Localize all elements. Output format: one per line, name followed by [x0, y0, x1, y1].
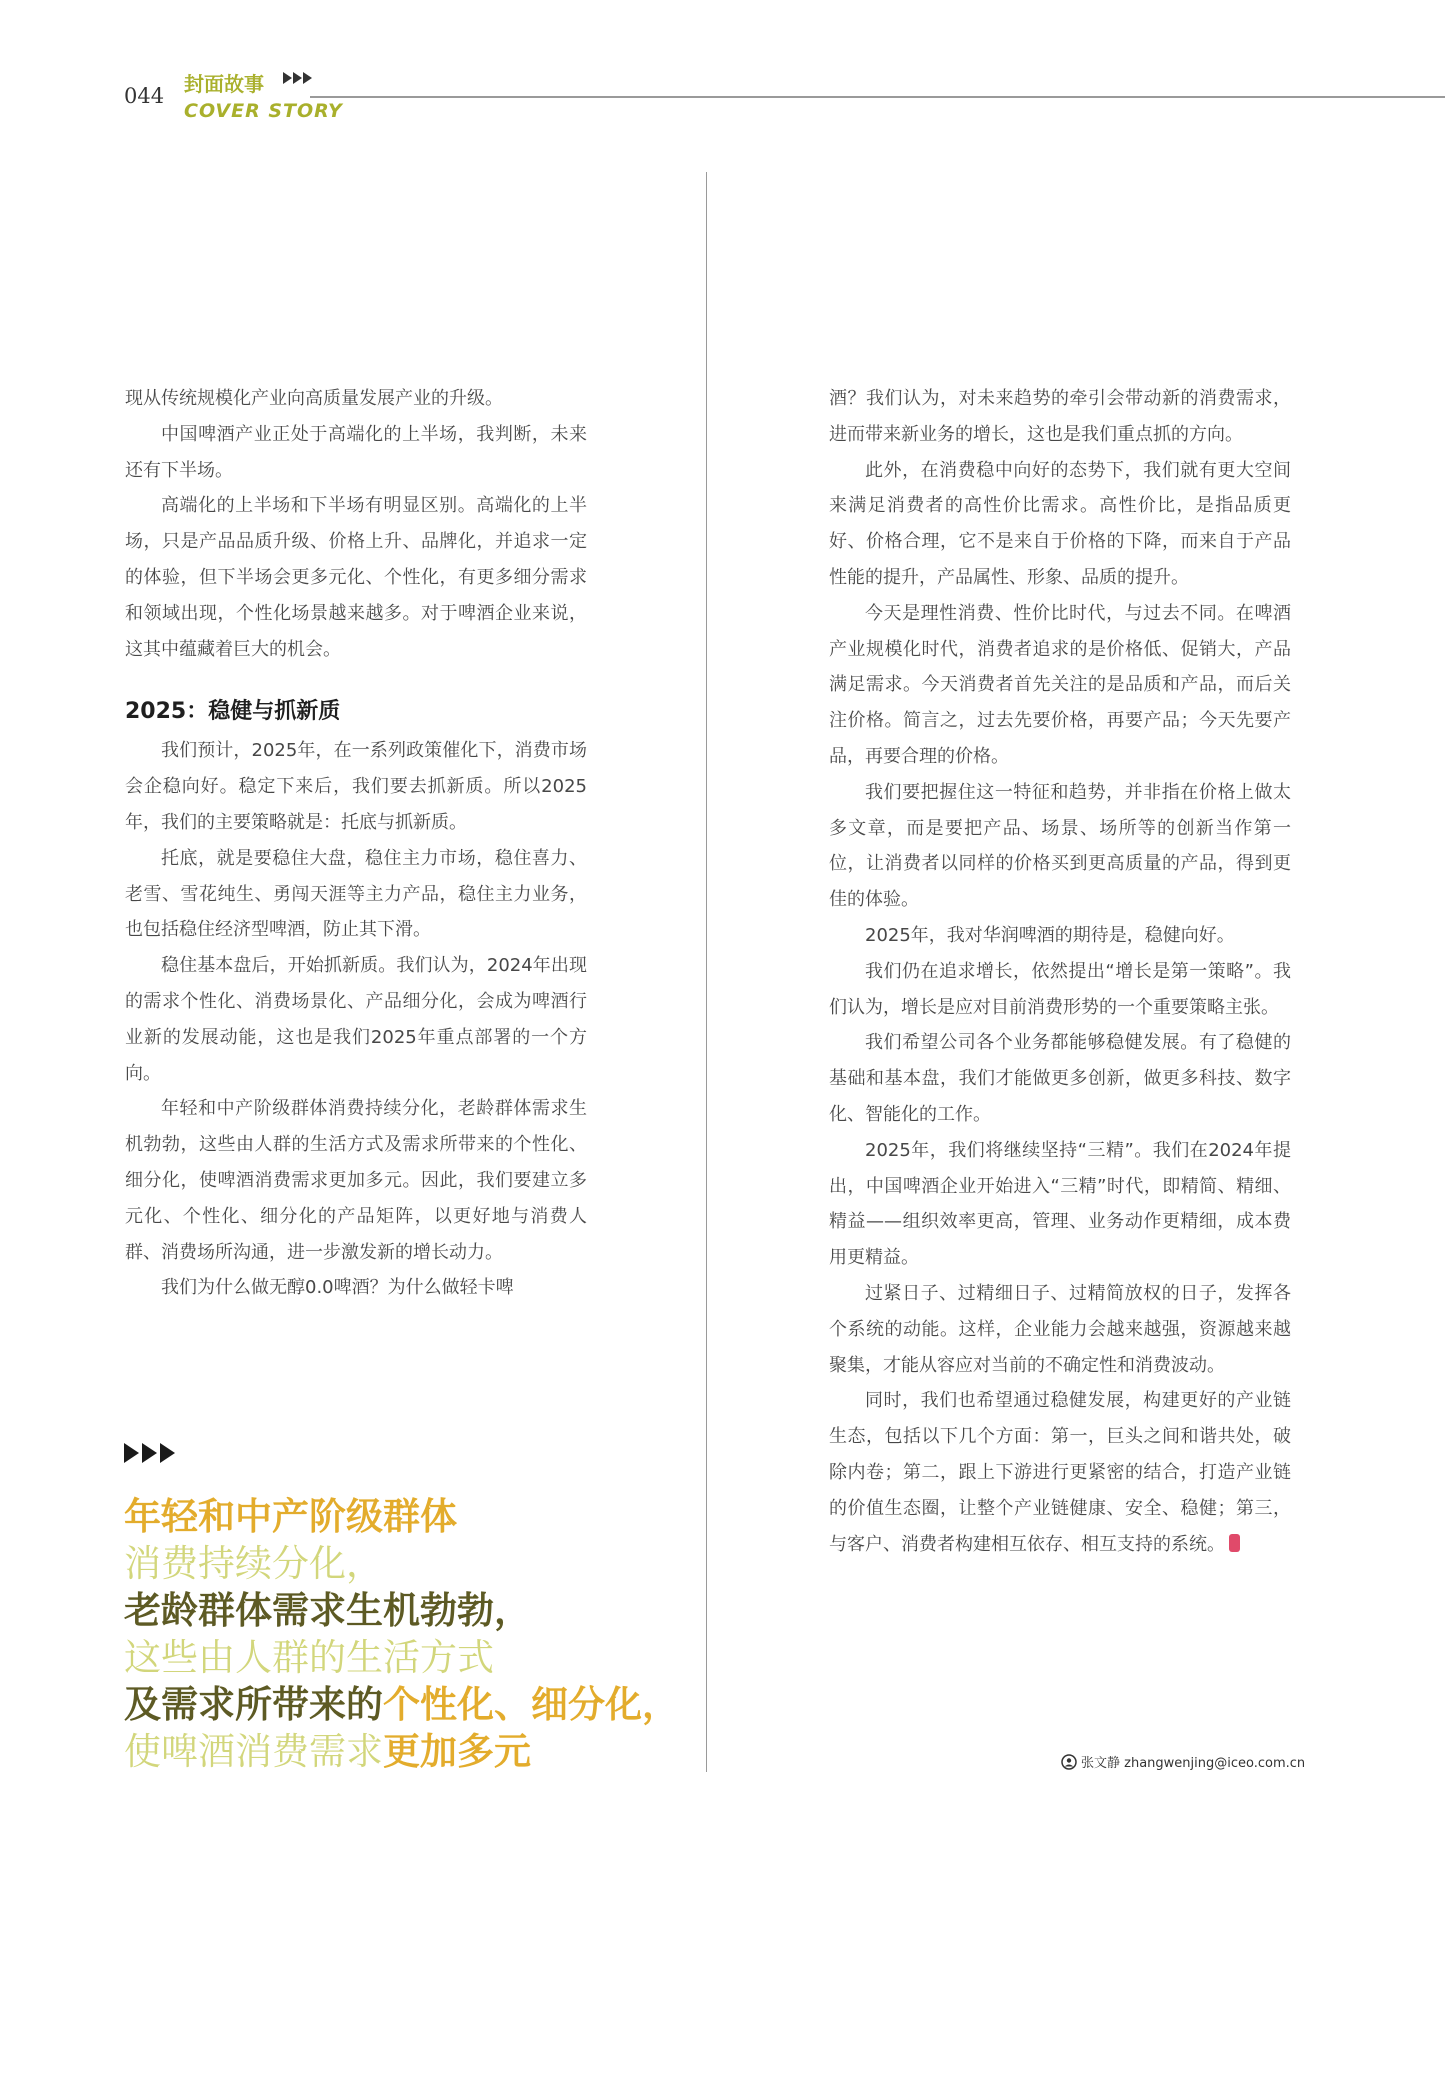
header-rule — [310, 96, 1445, 98]
editor-icon — [1061, 1754, 1077, 1770]
paragraph: 我们为什么做无醇0.0啤酒？为什么做轻卡啤 — [161, 1277, 514, 1299]
pull-quote-line: 老龄群体需求生机勃勃， — [124, 1589, 531, 1632]
pull-quote-segment: 个性化、细分化， — [383, 1683, 679, 1726]
paragraph: 2025年，我对华润啤酒的期待是，稳健向好。 — [865, 924, 1235, 946]
right-column — [829, 381, 1291, 1562]
left-column — [125, 381, 587, 1306]
page-number: 044 — [124, 84, 165, 108]
paragraph: 2025年，我们将继续坚持“三精”。我们在2024年提出，中国啤酒企业开始进入“三精”时代，即精简、精细、精益——组织效率更高，管理、业务动作更精细，成本费用更精益。 — [829, 1139, 1291, 1269]
pull-quote-line — [124, 1681, 679, 1728]
paragraph: 过紧日子、过精细日子、过精简放权的日子，发挥各个系统的动能。这样，企业能力会越来越强，资源越来越聚集，才能从容应对当前的不确定性和消费波动。 — [829, 1282, 1291, 1376]
paragraph — [829, 1383, 1291, 1562]
paragraph: 今天是理性消费、性价比时代，与过去不同。在啤酒产业规模化时代，消费者追求的是价格低、促销大，产品满足需求。今天消费者首先关注的是品质和产品，而后关注价格。简言之，过去先要价格，再要产品；今天先要产品，再要合理的价格。 — [829, 602, 1291, 767]
page-header — [0, 0, 1450, 130]
pull-quote-line: 年轻和中产阶级群体 — [124, 1495, 457, 1538]
paragraph: 中国啤酒产业正处于高端化的上半场，我判断，未来还有下半场。 — [125, 423, 587, 481]
pull-quote-segment: 及需求所带来的 — [124, 1683, 383, 1726]
paragraph: 稳住基本盘后，开始抓新质。我们认为，2024年出现的需求个性化、消费场景化、产品细分化，会成为啤酒行业新的发展动能，这也是我们2025年重点部署的一个方向。 — [125, 955, 587, 1084]
section-title-cn: 封面故事 — [184, 72, 264, 96]
pull-quote-segment: 更加多元 — [383, 1730, 531, 1773]
byline — [1061, 1752, 1305, 1771]
paragraph: 托底，就是要稳住大盘，稳住主力市场，稳住喜力、老雪、雪花纯生、勇闯天涯等主力产品，稳住主力业务，也包括稳住经济型啤酒，防止其下滑。 — [125, 847, 587, 941]
paragraph: 此外，在消费稳中向好的态势下，我们就有更大空间来满足消费者的高性价比需求。高性价比，是指品质更好、价格合理，它不是来自于价格的下降，而来自于产品性能的提升，产品属性、形象、品质的提升。 — [829, 459, 1291, 588]
paragraph: 我们仍在追求增长，依然提出“增长是第一策略”。我们认为，增长是应对目前消费形势的一个重要策略主张。 — [829, 960, 1291, 1018]
end-mark-icon — [1229, 1534, 1240, 1552]
paragraph: 现从传统规模化产业向高质量发展产业的升级。 — [125, 388, 503, 409]
pull-quote-arrow-icon — [124, 1443, 175, 1463]
pull-quote-line: 这些由人群的生活方式 — [124, 1636, 494, 1679]
section-heading: 2025：稳健与抓新质 — [125, 699, 341, 725]
pull-quote-segment: 使啤酒消费需求 — [124, 1730, 383, 1773]
triple-arrow-icon — [283, 72, 312, 84]
paragraph: 年轻和中产阶级群体消费持续分化，老龄群体需求生机勃勃，这些由人群的生活方式及需求所带来的个性化、细分化，使啤酒消费需求更加多元。因此，我们要建立多元化、个性化、细分化的产品矩阵，以更好地与消费人群、消费场所沟通，进一步激发新的增长动力。 — [125, 1098, 587, 1263]
column-divider — [706, 172, 707, 1772]
pull-quote — [124, 1493, 679, 1775]
paragraph: 酒？我们认为，对未来趋势的牵引会带动新的消费需求，进而带来新业务的增长，这也是我们重点抓的方向。 — [829, 388, 1291, 445]
section-title-en: COVER STORY — [184, 100, 343, 122]
paragraph-text: 同时，我们也希望通过稳健发展，构建更好的产业链生态，包括以下几个方面：第一，巨头之间和谐共处，破除内卷；第二，跟上下游进行更紧密的结合，打造产业链的价值生态圈，让整个产业链健康、安全、稳健；第三，与客户、消费者构建相互依存、相互支持的系统。 — [829, 1390, 1291, 1555]
paragraph: 我们希望公司各个业务都能够稳健发展。有了稳健的基础和基本盘，我们才能做更多创新，做更多科技、数字化、智能化的工作。 — [829, 1032, 1291, 1125]
pull-quote-line: 消费持续分化， — [124, 1542, 383, 1585]
paragraph: 我们预计，2025年，在一系列政策催化下，消费市场会企稳向好。稳定下来后，我们要去抓新质。所以2025年，我们的主要策略就是：托底与抓新质。 — [125, 740, 587, 833]
byline-text: 张文静 zhangwenjing@iceo.com.cn — [1081, 1756, 1306, 1771]
paragraph: 高端化的上半场和下半场有明显区别。高端化的上半场，只是产品品质升级、价格上升、品牌化，并追求一定的体验，但下半场会更多元化、个性化，有更多细分需求和领域出现，个性化场景越来越多。对于啤酒企业来说，这其中蕴藏着巨大的机会。 — [125, 495, 587, 660]
paragraph: 我们要把握住这一特征和趋势，并非指在价格上做太多文章，而是要把产品、场景、场所等的创新当作第一位，让消费者以同样的价格买到更高质量的产品，得到更佳的体验。 — [829, 781, 1291, 911]
pull-quote-line — [124, 1728, 679, 1775]
